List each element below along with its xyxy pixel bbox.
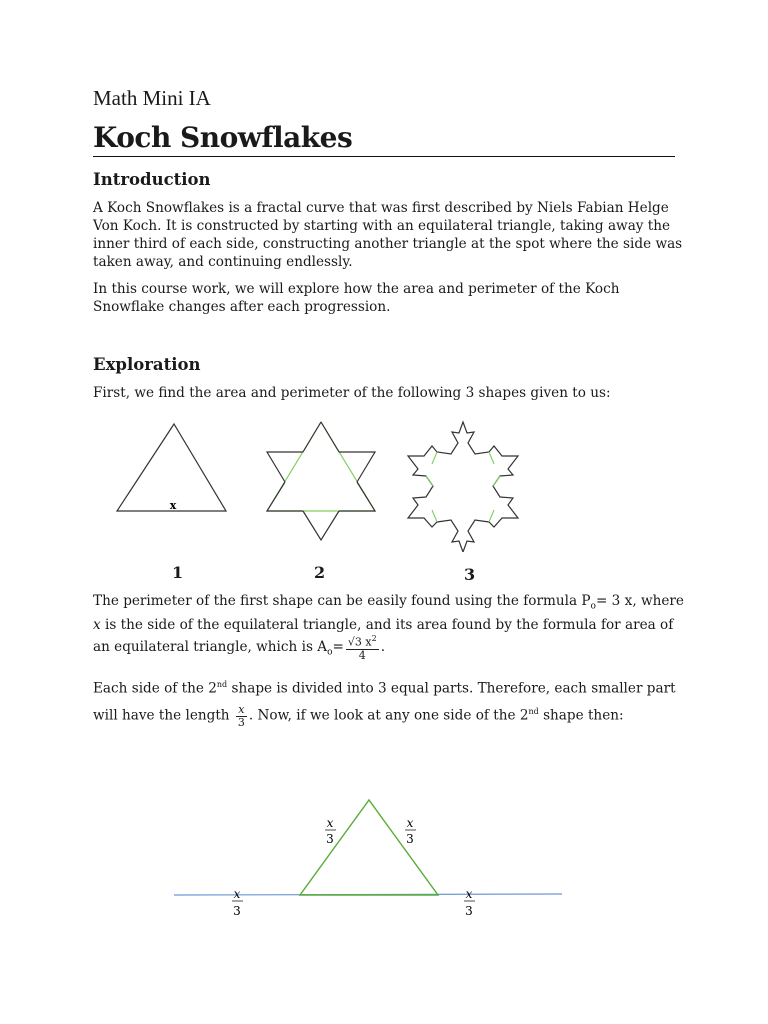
shape-3-snowflake [408,422,518,552]
text-line: A Koch Snowflakes is a fractal curve that was first described by Niels Fabian Helge [93,200,669,216]
label-left-edge [325,816,336,846]
text-line [93,630,673,670]
label-numerator: x [233,887,241,901]
length-line [93,696,673,732]
introduction-heading: Introduction [93,170,211,189]
label-right-edge [405,816,416,846]
superscript: nd [216,680,228,689]
koch-shapes-figure [100,412,540,552]
shape-2-star [267,422,375,540]
text-line: In this course work, we will explore how the area and perimeter of the Koch [93,281,620,297]
superscript: nd [528,707,539,716]
label-denominator: 3 [465,904,473,918]
numerator-text: √3 x [347,635,372,649]
subscript: o [590,601,596,612]
division-text: will have the length [93,707,230,724]
raised-triangle [300,800,438,895]
intro-paragraph-1 [93,199,683,271]
area-formula-line [93,630,673,670]
label-denominator: 3 [233,904,241,918]
equals-sign: = [332,639,344,655]
text-line [93,676,676,698]
intro-paragraph-2 [93,280,673,316]
shape-1-triangle [117,424,226,511]
exploration-heading: Exploration [93,355,201,374]
label-numerator: x [326,816,334,830]
label-denominator: 3 [326,832,334,846]
label-numerator: x [465,887,473,901]
text-line: inner third of each side, constructing another triangle at the spot where the side was [93,236,683,252]
perimeter-text: is the side of the equilateral triangle, and its area found by the formula for area of [100,616,674,633]
label-right-segment [464,887,475,918]
area-text: an equilateral triangle, which is A [93,639,328,655]
text-line: First, we find the area and perimeter of the following 3 shapes given to us: [93,385,611,401]
label-denominator: 3 [406,832,414,846]
exploration-intro [93,384,673,402]
perimeter-text: , where [632,593,684,609]
variable-x: x [93,616,101,633]
label-numerator: x [406,816,414,830]
fraction-numerator: x [236,704,247,717]
division-text: shape then: [538,707,624,724]
division-text: . Now, if we look at any one side of the 2 [248,707,529,724]
shape-label-2: 2 [314,563,326,582]
text-line [93,696,673,732]
title-rule [93,156,675,157]
text-line: Snowflake changes after each progression. [93,299,391,315]
division-text: Each side of the 2 [93,680,217,697]
label-left-segment [232,887,243,918]
perimeter-text: The perimeter of the first shape can be easily found using the formula P [93,593,591,609]
perimeter-paragraph [93,592,684,634]
area-fraction [346,633,379,662]
text-line: taken away, and continuing endlessly. [93,254,353,270]
third-fraction [236,704,247,729]
division-paragraph [93,676,676,698]
text-line: Von Koch. It is constructed by starting with an equilateral triangle, taking away the [93,218,671,234]
subscript: o [327,647,333,658]
perimeter-formula: = 3 x [595,593,633,609]
page-title: Koch Snowflakes [93,121,353,154]
superscript: 2 [371,634,377,644]
fraction-numerator [346,633,379,650]
shape-label-1: 1 [172,563,184,582]
fraction-denominator: 4 [358,648,366,662]
text-line [93,592,684,616]
page-subtitle: Math Mini IA [93,86,211,110]
period: . [380,639,386,655]
shape-1-side-label: x [169,499,177,512]
side-segment-diagram [170,790,570,930]
fraction-denominator: 3 [237,715,245,729]
division-text: shape is divided into 3 equal parts. Therefore, each smaller part [227,680,676,697]
shape-label-3: 3 [464,565,476,584]
